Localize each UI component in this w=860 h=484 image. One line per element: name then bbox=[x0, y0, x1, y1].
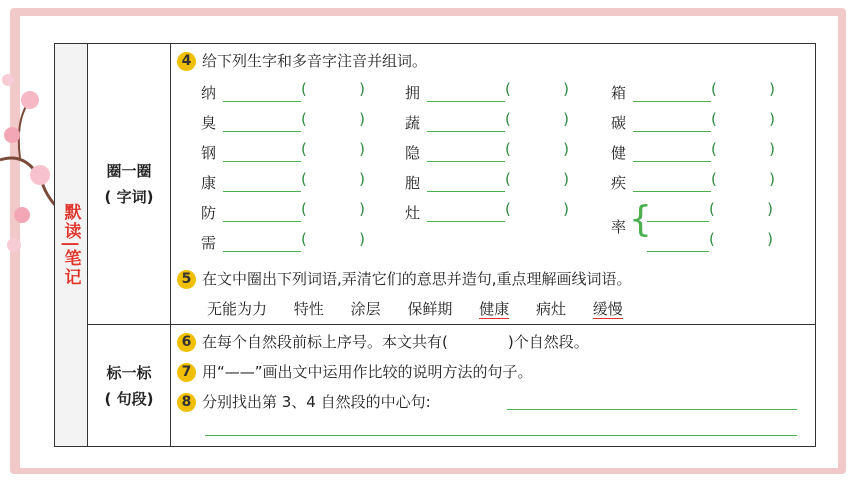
row-title-words: 圈一圈 ( 字词) bbox=[88, 44, 171, 324]
underlined-word: 健康 bbox=[479, 300, 510, 318]
char-entry[interactable]: 钢 ( ) bbox=[201, 140, 365, 162]
word: 无能为力 bbox=[207, 300, 268, 318]
char-entry[interactable]: 纳 ( ) bbox=[201, 80, 365, 102]
char-entry[interactable]: 拥 ( ) bbox=[405, 80, 569, 102]
task-4: 4 给下列生字和多音字注音并组词。 bbox=[177, 50, 427, 71]
char-entry[interactable]: 蔬 ( ) bbox=[405, 110, 569, 132]
character-grid bbox=[201, 80, 811, 270]
task-number-badge: 5 bbox=[177, 270, 196, 289]
char-entry[interactable]: 灶 ( ) bbox=[405, 200, 569, 222]
char-entry[interactable]: 疾 ( ) bbox=[611, 170, 775, 192]
task-number-badge: 6 bbox=[177, 333, 196, 352]
task-6: 6 在每个自然段前标上序号。本文共有( )个自然段。 bbox=[177, 331, 589, 352]
section-vertical-title: 默读|笔记 bbox=[60, 202, 81, 288]
task-5: 5 在文中圈出下列词语,弄清它们的意思并造句,重点理解画线词语。 bbox=[177, 268, 632, 289]
section-label-column bbox=[55, 44, 88, 446]
words-section bbox=[177, 44, 807, 324]
answer-line[interactable] bbox=[507, 409, 797, 410]
char-entry[interactable]: 臭 ( ) bbox=[201, 110, 365, 132]
char-entry[interactable]: 健 ( ) bbox=[611, 140, 775, 162]
worksheet-table bbox=[54, 43, 816, 447]
task-number-badge: 7 bbox=[177, 363, 196, 382]
char-entry[interactable]: ( ) bbox=[647, 230, 773, 258]
sentences-section bbox=[177, 325, 807, 446]
word: 病灶 bbox=[535, 300, 566, 318]
word: 特性 bbox=[293, 300, 324, 318]
char-entry[interactable]: 需 ( ) bbox=[201, 230, 365, 252]
brace-icon: { bbox=[629, 199, 652, 240]
word: 保鲜期 bbox=[407, 300, 453, 318]
char-entry[interactable]: 箱 ( ) bbox=[611, 80, 775, 102]
char-entry[interactable]: 隐 ( ) bbox=[405, 140, 569, 162]
word-list bbox=[207, 298, 645, 319]
task-number-badge: 4 bbox=[177, 52, 196, 71]
answer-line[interactable] bbox=[205, 435, 797, 436]
task-7: 7 用“——”画出文中运用作比较的说明方法的句子。 bbox=[177, 361, 533, 382]
task-8: 8 分别找出第 3、4 自然段的中心句: bbox=[177, 391, 431, 412]
char-entry[interactable]: 防 ( ) bbox=[201, 200, 365, 222]
char-entry[interactable]: ( ) bbox=[647, 200, 773, 228]
row-title-sentences: 标一标 ( 句段) bbox=[88, 325, 171, 446]
word: 涂层 bbox=[350, 300, 381, 318]
polyphonic-char: 率 bbox=[611, 218, 627, 236]
char-entry[interactable]: 康 ( ) bbox=[201, 170, 365, 192]
underlined-word: 缓慢 bbox=[592, 300, 623, 318]
char-entry[interactable]: 胞 ( ) bbox=[405, 170, 569, 192]
task-number-badge: 8 bbox=[177, 393, 196, 412]
char-entry[interactable]: 碳 ( ) bbox=[611, 110, 775, 132]
